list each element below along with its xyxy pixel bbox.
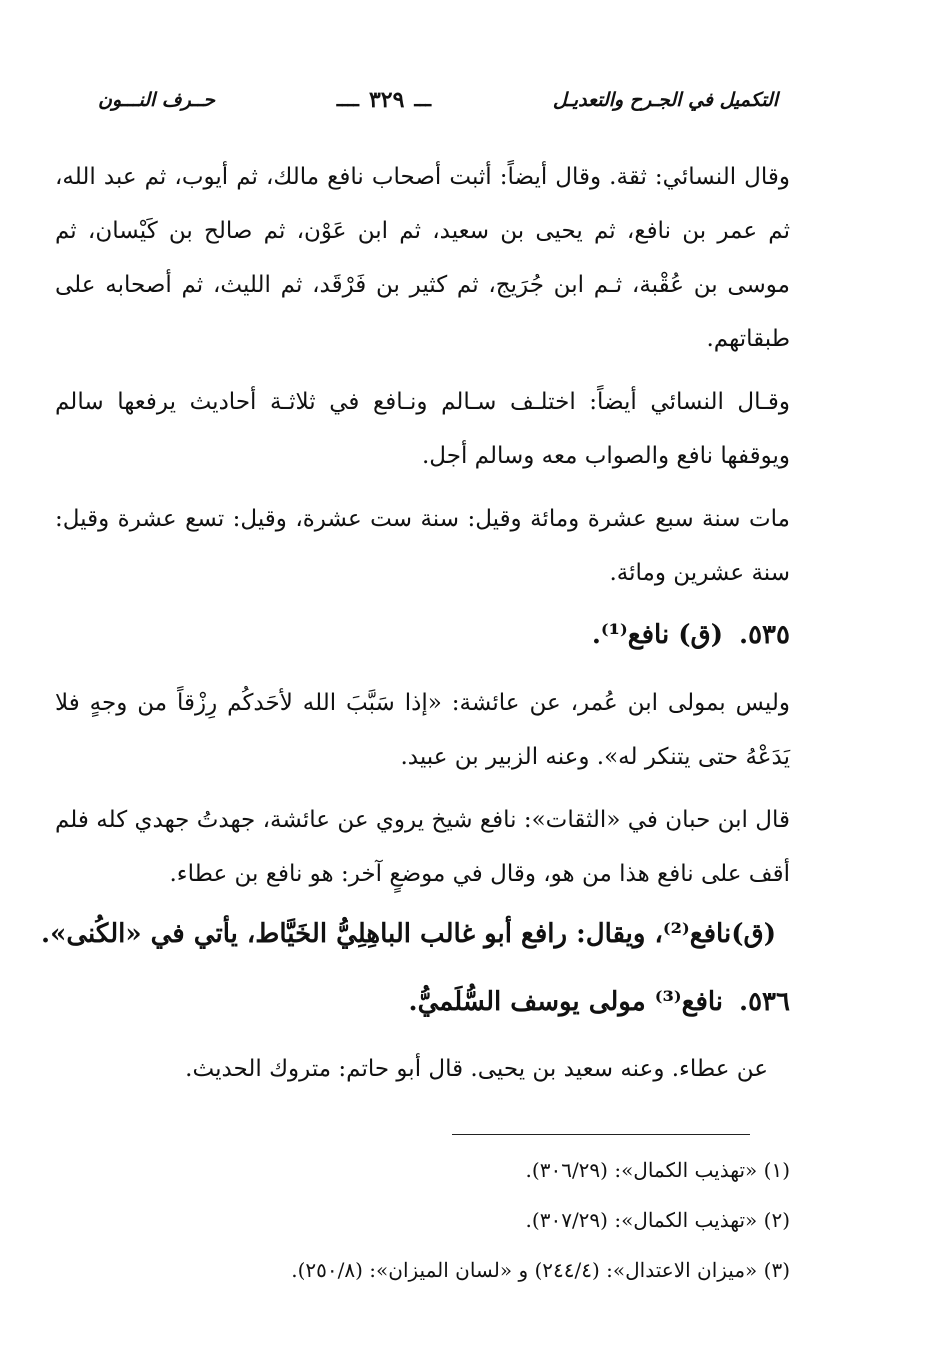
entry-heading-536: [55, 975, 790, 1029]
footnote-3: (٣) «ميزان الاعتدال»: (٢٤٤/٤) و «لسان الميزان»: (٢٥٠/٨).: [291, 1258, 790, 1282]
paragraph-entry-536: عن عطاء. وعنه سعيد بن يحيى. قال أبو حاتم: متروك الحديث.: [185, 1056, 768, 1082]
paragraph-nasai-narrators: وقال النسائي: ثقة. وقال أيضاً: أثبت أصحاب نافع مالك، ثم أيوب، ثم عبد الله، ثم عمر بن نافع، ثم يحيى بن سعيد، ثم ابن عَوْن، ثم صالح بن كَيْسان، ثم موسى بن عُقْبة، ثـم ابن جُرَيج، ثم كثير بن فَرْقَد، ثم الليث، ثم أصحابه على طبقاتهم.: [55, 164, 790, 352]
footnote-1: (١) «تهذيب الكمال»: (٣٠٦/٢٩).: [525, 1158, 790, 1182]
header-dash-right: ـــ: [414, 89, 432, 111]
bullet-entry-text: (ق)نافع⁽²⁾، ويقال: رافع أبو غالب الباهِلِيُّ الخَيَّاط، يأتي في «الكُنى».: [41, 919, 776, 949]
entry-number: ٥٣٥.: [739, 620, 790, 650]
paragraph-salim-nafi: وقـال النسائي أيضاً: اختلـف سـالم ونـافع في ثلاثـة أحاديث يرفعها سالم ويوقفها نافع والصواب معه وسالم أجل.: [55, 389, 790, 469]
running-header: [98, 80, 778, 120]
page-number: ٣٢٩: [368, 87, 405, 113]
footnote-separator: [452, 1134, 750, 1135]
header-page-number-group: [337, 87, 431, 113]
paragraph-death-date: مات سنة سبع عشرة ومائة وقيل: سنة ست عشرة، وقيل: تسع عشرة وقيل: سنة عشرين ومائة.: [55, 506, 790, 586]
book-title: التكميل في الجـرح والتعديـل: [552, 89, 778, 111]
entry-number: ٥٣٦.: [739, 987, 790, 1017]
paragraph-ibn-hibban: قال ابن حبان في «الثقات»: نافع شيخ يروي عن عائشة، جهدتُ جهدي كله فلم أقف على نافع هذا من هو، وقال في موضعٍ آخر: هو نافع بن عطاء.: [55, 807, 790, 887]
entry-title: (ق) نافع⁽¹⁾.: [591, 620, 724, 650]
entry-heading-535: [55, 608, 790, 662]
header-dash-left: ــــ: [336, 89, 359, 111]
footnote-2: (٢) «تهذيب الكمال»: (٣٠٧/٢٩).: [525, 1208, 790, 1232]
bullet-entry: [41, 907, 790, 961]
entry-title: نافع⁽³⁾ مولى يوسف السُّلَميُّ.: [408, 987, 724, 1017]
section-title: حــرف النـــون: [98, 89, 215, 111]
paragraph-entry-535: وليس بمولى ابن عُمر، عن عائشة: «إذا سَبَّبَ الله لأحَدكُم رِزْقاً من وجهٍ فلا يَدَعْهُ حتى يتنكر له». وعنه الزبير بن عبيد.: [55, 690, 790, 770]
